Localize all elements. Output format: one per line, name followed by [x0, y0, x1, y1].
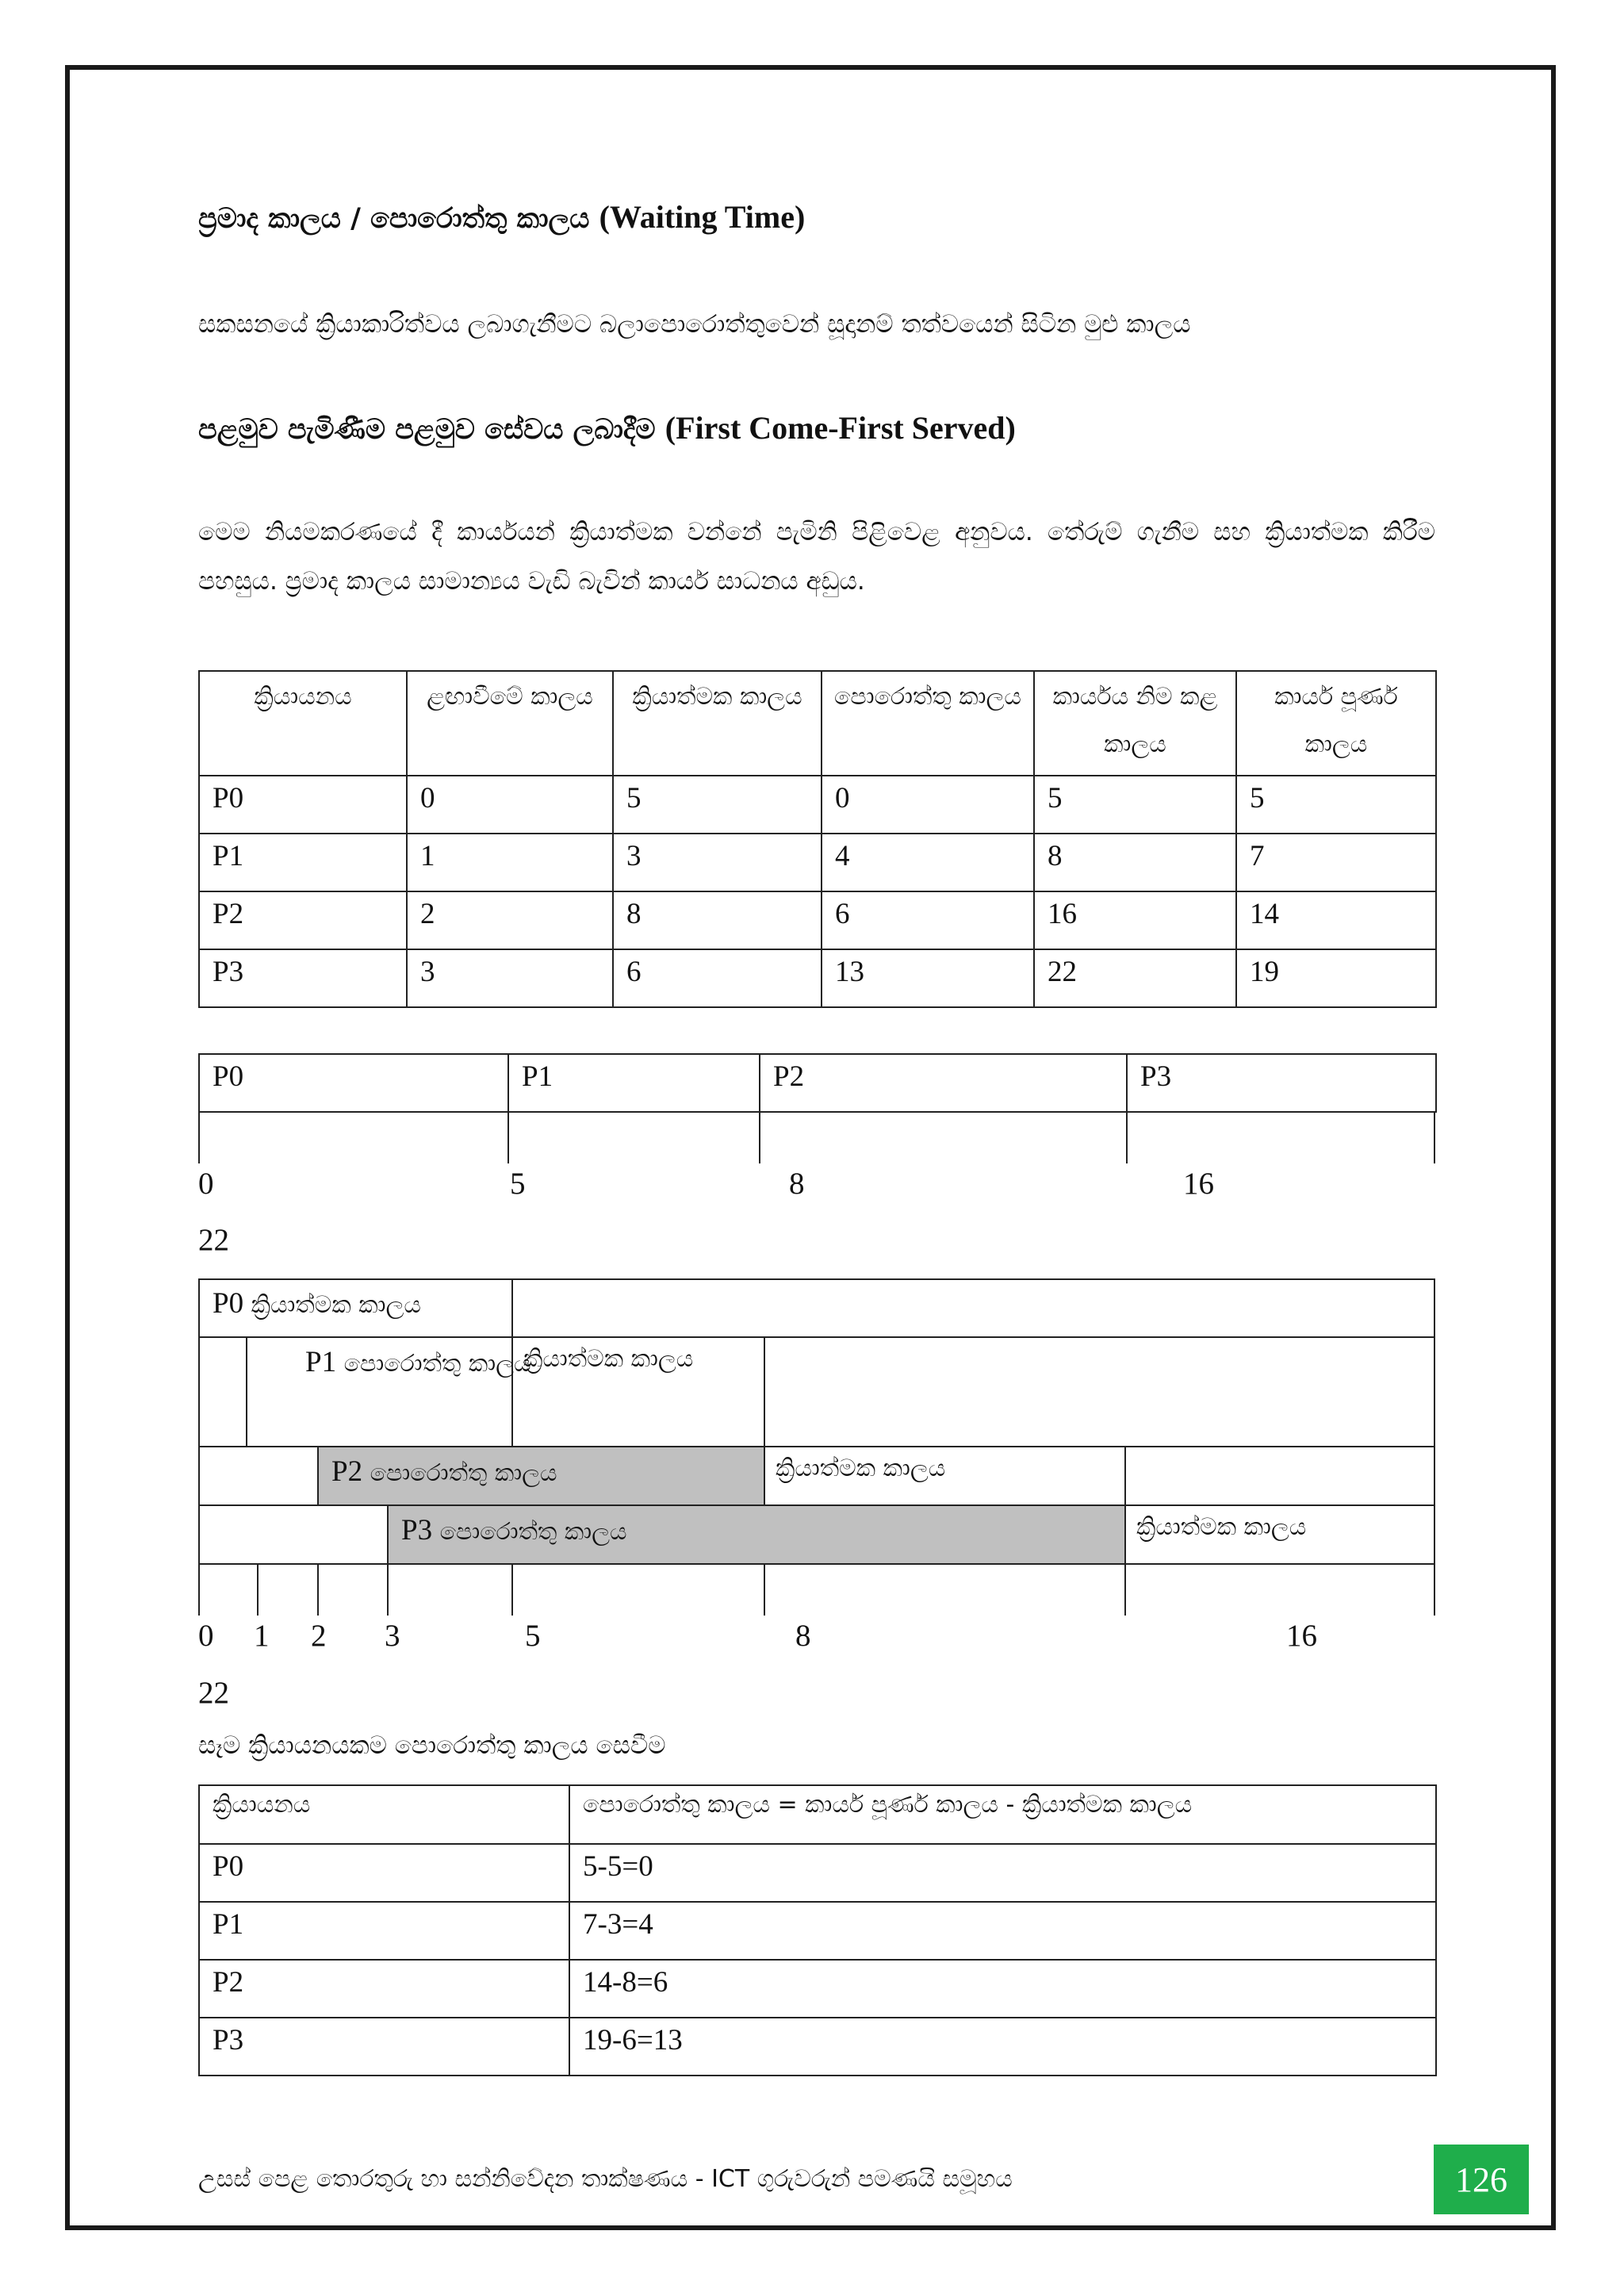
- col-header-burst: ක්‍රියාත්මක කාලය: [613, 671, 822, 776]
- table-cell: P3: [199, 2018, 569, 2076]
- gantt2-p1-idle: [198, 1336, 247, 1447]
- table-cell: P0: [199, 776, 407, 834]
- gantt2-p3-wait-label: පොරොත්තු කාලය: [439, 1518, 627, 1546]
- waiting-calc-table: [198, 1784, 1437, 2076]
- col-header-arrival: ළඟාවීමේ කාලය: [407, 671, 613, 776]
- gantt2-p0-exec-text: ක්‍රියාත්මක කාලය: [251, 1291, 421, 1319]
- table-cell: P1: [199, 834, 407, 891]
- gantt1-tick: [1434, 1111, 1435, 1163]
- table-cell: 8: [613, 891, 822, 949]
- gantt2-baseline: [198, 1563, 1435, 1565]
- gantt2-row2-empty: [764, 1336, 1435, 1447]
- table-cell: P1: [199, 1902, 569, 1960]
- table-cell: 14-8=6: [569, 1960, 1436, 2018]
- table-cell: 5-5=0: [569, 1844, 1436, 1902]
- waiting-time-definition: සකසනයේ ක්‍රියාකාරිත්වය ලබාගැනීමට බලාපොරොත්තුවෙන් සූදානම් තත්වයෙන් සිටින මුළු කාලය: [198, 310, 1191, 339]
- page-number: 126: [1434, 2145, 1529, 2214]
- gantt2-axis-label: 16: [1286, 1619, 1317, 1653]
- gantt2-p3-idle: [198, 1504, 389, 1565]
- gantt2-tick: [387, 1563, 389, 1616]
- gantt2-p1-wait-text: [305, 1345, 531, 1379]
- table-cell: 5: [1034, 776, 1236, 834]
- gantt2-p1-wait-label: පොරොත්තු කාලය: [343, 1350, 531, 1378]
- waiting-time-heading-si: ප්‍රමාද කාලය / පොරොත්තු කාලය: [198, 203, 590, 235]
- gantt2-axis-label: 1: [254, 1619, 270, 1653]
- table-cell: P2: [199, 1960, 569, 2018]
- gantt1-axis-label: 5: [510, 1167, 526, 1201]
- col-header-process: ක්‍රියායනය: [199, 671, 407, 776]
- col-header-completion: කාර්යය නිම කළ කාලය: [1034, 671, 1236, 776]
- table-cell: 14: [1236, 891, 1436, 949]
- fcfs-heading: [198, 409, 1016, 447]
- gantt1-baseline: [198, 1111, 1435, 1113]
- gantt2-p2-wait-label: පොරොත්තු කාලය: [370, 1459, 557, 1487]
- gantt1-axis-label: 0: [198, 1167, 214, 1201]
- table-cell: 22: [1034, 949, 1236, 1007]
- table-row: [199, 2018, 1436, 2076]
- gantt2-p2-idle: [198, 1446, 319, 1506]
- table-cell: 8: [1034, 834, 1236, 891]
- gantt2-p3-wait-text: [401, 1513, 627, 1547]
- calc-col-header-formula: පොරොත්තු කාලය = කාර්ය පූර්ණ කාලය - ක්‍රියාත්මක කාලය: [569, 1785, 1436, 1844]
- fcfs-heading-en: (First Come-First Served): [665, 410, 1016, 446]
- table-cell: 5: [613, 776, 822, 834]
- calc-table-header: [199, 1785, 1436, 1844]
- table-cell: 0: [407, 776, 613, 834]
- gantt2-tick: [198, 1563, 200, 1616]
- table-row: [199, 891, 1436, 949]
- gantt1-tick: [759, 1111, 760, 1163]
- gantt1-axis-label: 8: [789, 1167, 805, 1201]
- col-header-turnaround: කාර්ය පූර්ණ කාලය: [1236, 671, 1436, 776]
- gantt2-axis-label: 2: [311, 1619, 327, 1653]
- gantt2-axis-label: 22: [198, 1676, 229, 1710]
- gantt-block-p2: P2: [760, 1054, 1127, 1112]
- table-cell: 1: [407, 834, 613, 891]
- fcfs-description: මෙම නියමකරණයේ දී කාර්යයන් ක්‍රියාත්මක වන්නේ පැමිනි පිළිවෙළ අනුවය. තේරුම් ගැනීම සහ ක්‍රියාත්මක කිරීම පහසුය. ප්‍රමාද කාලය සාමාන්‍යය වැඩි බැවින් කාර්ය සාධනය අඩුය.: [198, 518, 1435, 596]
- col-header-waiting: පොරොත්තු කාලය: [822, 671, 1034, 776]
- gantt2-tick: [764, 1563, 765, 1616]
- fcfs-heading-si: පළමුව පැමිණීම පළමුව සේවය ලබාදීම: [198, 414, 656, 446]
- table-cell: 3: [613, 834, 822, 891]
- gantt1-tick: [508, 1111, 509, 1163]
- table-cell: 4: [822, 834, 1034, 891]
- gantt1-axis-label: 16: [1183, 1167, 1214, 1201]
- table-cell: P3: [199, 949, 407, 1007]
- calc-col-header-process: ක්‍රියායනය: [199, 1785, 569, 1844]
- table-cell: 7-3=4: [569, 1902, 1436, 1960]
- table-row: [199, 834, 1436, 891]
- gantt2-p0-text: [213, 1286, 421, 1320]
- table-row: [199, 949, 1436, 1007]
- waiting-time-heading-en: (Waiting Time): [599, 199, 806, 235]
- table-cell: 3: [407, 949, 613, 1007]
- gantt2-p2-exec-text: ක්‍රියාත්මක කාලය: [776, 1455, 946, 1482]
- gantt2-tick: [1124, 1563, 1126, 1616]
- gantt-chart-detailed: [198, 1278, 1435, 1621]
- gantt-row: [199, 1054, 1436, 1112]
- table-cell: 6: [613, 949, 822, 1007]
- table-cell: P2: [199, 891, 407, 949]
- footer-text: උසස් පෙළ තොරතුරු හා සන්නිවේදන තාක්ෂණය - ICT ගුරුවරුන් පමණයි සමූහය: [198, 2165, 1013, 2193]
- gantt2-tick: [257, 1563, 259, 1616]
- table-cell: 5: [1236, 776, 1436, 834]
- gantt2-axis-label: 0: [198, 1619, 214, 1653]
- table-cell: 19: [1236, 949, 1436, 1007]
- gantt2-p3-exec-text: ක්‍රියාත්මක කාලය: [1136, 1513, 1307, 1541]
- gantt2-p3-label: P3: [401, 1514, 433, 1547]
- gantt2-axis-label: 3: [385, 1619, 400, 1653]
- gantt-block-p1: P1: [508, 1054, 760, 1112]
- gantt2-row1-empty: [511, 1278, 1435, 1338]
- gantt2-axis-label: 8: [795, 1619, 811, 1653]
- table-cell: 0: [822, 776, 1034, 834]
- gantt-block-p0: P0: [199, 1054, 508, 1112]
- table-cell: 2: [407, 891, 613, 949]
- table-cell: 6: [822, 891, 1034, 949]
- gantt2-tick: [317, 1563, 319, 1616]
- gantt2-p1-label: P1: [305, 1346, 337, 1378]
- table-row: [199, 776, 1436, 834]
- gantt2-p1-exec-text: ක්‍රියාත්මක කාලය: [523, 1345, 694, 1373]
- gantt2-p2-wait-text: [331, 1455, 557, 1489]
- process-table-header: [199, 671, 1436, 776]
- gantt2-axis-label: 5: [525, 1619, 541, 1653]
- gantt1-tick: [1126, 1111, 1128, 1163]
- table-cell: 16: [1034, 891, 1236, 949]
- gantt2-p0-label: P0: [213, 1287, 244, 1320]
- table-cell: 13: [822, 949, 1034, 1007]
- gantt1-tick: [198, 1111, 200, 1163]
- table-cell: 7: [1236, 834, 1436, 891]
- table-cell: P0: [199, 1844, 569, 1902]
- gantt1-axis-label: 22: [198, 1223, 229, 1257]
- gantt2-p2-label: P2: [331, 1455, 363, 1488]
- table-row: [199, 1960, 1436, 2018]
- table-row: [199, 1902, 1436, 1960]
- gantt2-row3-empty: [1124, 1446, 1435, 1506]
- table-cell: 19-6=13: [569, 2018, 1436, 2076]
- process-table: [198, 670, 1437, 1008]
- calc-heading: සෑම ක්‍රියායනයකම පොරොත්තු කාලය සෙවීම: [198, 1731, 666, 1760]
- gantt2-tick: [511, 1563, 513, 1616]
- waiting-time-heading: [198, 198, 805, 236]
- gantt2-tick: [1434, 1563, 1435, 1616]
- gantt-chart-simple: [198, 1053, 1437, 1113]
- table-row: [199, 1844, 1436, 1902]
- gantt-block-p3: P3: [1127, 1054, 1436, 1112]
